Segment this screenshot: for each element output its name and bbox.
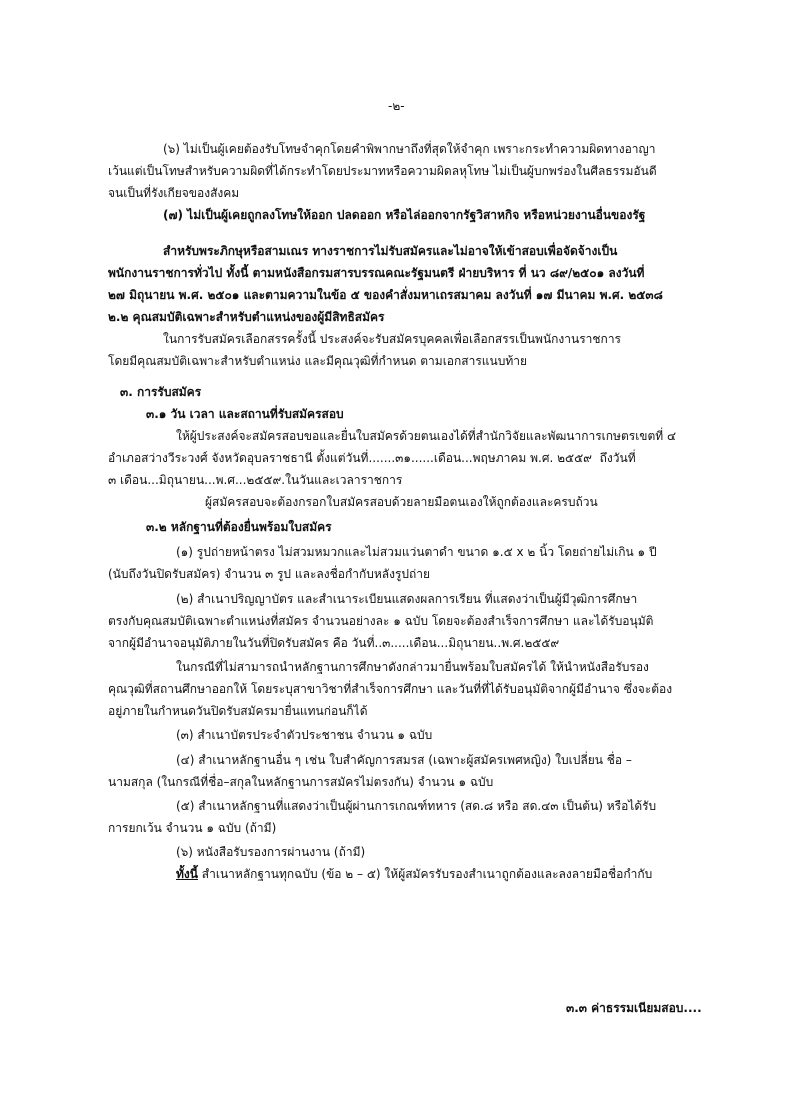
section-3-1-line-4: ผู้สมัครสอบจะต้องกรอกใบสมัครสอบด้วยลายมือตนเองให้ถูกต้องและครบถ้วน: [205, 495, 598, 509]
close-month-label: เดือน: [120, 473, 148, 487]
close-date-prefix: ถึงวันที่: [599, 451, 636, 465]
section-3-1-heading: ๓.๑ วัน เวลา และสถานที่รับสมัครสอบ: [146, 407, 344, 421]
close-day: ๓: [108, 473, 117, 487]
section-3-2-heading: ๓.๒ หลักฐานที่ต้องยื่นพร้อมใบสมัคร: [146, 520, 332, 534]
approval-day: ๓: [382, 636, 391, 650]
doc-2-line-2: ตรงกับคุณสมบัติเฉพาะตำแหน่งที่สมัคร จำนวนอย่างละ ๑ ฉบับ โดยจะต้องสำเร็จการศึกษา และได้รับอนุมัติ: [108, 614, 654, 628]
open-month: พฤษภาคม: [472, 451, 527, 465]
item-6-line-1: (๖) ไม่เป็นผู้เคยต้องรับโทษจำคุกโดยคำพิพากษาถึงที่สุดให้จำคุก เพราะกระทำความผิดทางอาญา: [163, 142, 656, 156]
approval-date-prefix: จากผู้มีอำนาจอนุมัติภายในวันที่ปิดรับสมัคร คือ วันที่: [108, 636, 375, 650]
approval-month: มิถุนายน: [448, 636, 494, 650]
doc-3: (๓) สำเนาบัตรประจำตัวประชาชน จำนวน ๑ ฉบับ: [176, 728, 433, 742]
doc-2b-line-2: คุณวุฒิที่สถานศึกษาออกให้ โดยระบุสาขาวิชาที่สำเร็จการศึกษา และวันที่ที่ได้รับอนุมัติจากผู้มีอำนาจ ซึ่งจะต้อง: [108, 682, 673, 696]
open-day: ๓๑: [395, 451, 411, 465]
doc-5-line-2: การยกเว้น จำนวน ๑ ฉบับ (ถ้ามี): [108, 821, 277, 835]
close-year: ๒๕๕๙: [246, 473, 282, 487]
office-hours: ในวันและเวลาราชการ: [285, 473, 403, 487]
section-3-1-line-2: อำเภอสว่างวีระวงศ์ จังหวัดอุบลราชธานี ตั้งแต่วันที่.......๓๑......เดือน...พฤษภาคม พ.ศ. ๒๕๕๙ ถึงวันที่: [108, 451, 636, 465]
doc-6: (๖) หนังสือรับรองการผ่านงาน (ถ้ามี): [176, 845, 366, 859]
section-2-2-line-1: ในการรับสมัครเลือกสรรครั้งนี้ ประสงค์จะรับสมัครบุคคลเพื่อเลือกสรรเป็นพนักงานราชการ: [163, 332, 622, 346]
doc-5-line-1: (๕) สำเนาหลักฐานที่แสดงว่าเป็นผู้ผ่านการเกณฑ์ทหาร (สด.๘ หรือ สด.๔๓ เป็นต้น) หรือได้รับ: [176, 799, 657, 813]
monk-paragraph-line-2: พนักงานราชการทั่วไป ทั้งนี้ ตามหนังสือกรมสารบรรณคณะรัฐมนตรี ฝ่ายบริหาร ที่ นว ๘๙/๒๕๐๑ ลงวันที่: [108, 266, 645, 280]
doc-1-line-2: (นับถึงวันปิดรับสมัคร) จำนวน ๓ รูป และลงชื่อกำกับหลังรูปถ่าย: [108, 567, 431, 581]
next-page-continuation: ๓.๓ ค่าธรรมเนียมสอบ....: [566, 1001, 702, 1015]
doc-2-line-1: (๒) สำเนาปริญญาบัตร และสำเนาระเบียนแสดงผลการเรียน ที่แสดงว่าเป็นผู้มีวุฒิการศึกษา: [176, 592, 638, 606]
close-year-label: พ.ศ.: [215, 473, 239, 487]
monk-paragraph-line-1: สำหรับพระภิกษุหรือสามเณร ทางราชการไม่รับสมัครและไม่อาจให้เข้าสอบเพื่อจัดจ้างเป็น: [163, 244, 618, 258]
doc-4-line-2: นามสกุล (ในกรณีที่ชื่อ–สกุลในหลักฐานการสมัครไม่ตรงกัน) จำนวน ๑ ฉบับ: [108, 775, 494, 789]
doc-2-line-3: จากผู้มีอำนาจอนุมัติภายในวันที่ปิดรับสมัคร คือ วันที่..๓.....เดือน...มิถุนายน..พ.ศ.๒๕๕๙: [108, 636, 560, 650]
doc-1-line-1: (๑) รูปถ่ายหน้าตรง ไม่สวมหมวกและไม่สวมแว่นตาดำ ขนาด ๑.๕ x ๒ นิ้ว โดยถ่ายไม่เกิน ๑ ปี: [176, 545, 657, 559]
open-year-label: พ.ศ.: [530, 451, 554, 465]
certification-note: [176, 866, 652, 882]
monk-paragraph-line-3: ๒๗ มิถุนายน พ.ศ. ๒๕๐๑ และตามความในข้อ ๕ ของคำสั่งมหาเถรสมาคม ลงวันที่ ๑๗ มีนาคม พ.ศ. ๒๕๓๘: [108, 288, 663, 302]
section-2-2-line-2: โดยมีคุณสมบัติเฉพาะสำหรับตำแหน่ง และมีคุณวุฒิที่กำหนด ตามเอกสารแนบท้าย: [108, 354, 528, 368]
approval-year-label: พ.ศ.: [501, 636, 525, 650]
open-year: ๒๕๕๙: [557, 451, 592, 465]
section-2-2-heading: ๒.๒ คุณสมบัติเฉพาะสำหรับตำแหน่งของผู้มีสิทธิสมัคร: [108, 310, 385, 324]
doc-4-line-1: (๔) สำเนาหลักฐานอื่น ๆ เช่น ใบสำคัญการสมรส (เฉพาะผู้สมัครเพศหญิง) ใบเปลี่ยน ชื่อ –: [176, 753, 632, 767]
item-6-line-2: เว้นแต่เป็นโทษสำหรับความผิดที่ได้กระทำโดยประมาทหรือความผิดลหุโทษ ไม่เป็นผู้บกพร่องในศีลธรรมอันดี: [108, 164, 657, 178]
section-3-heading: ๓. การรับสมัคร: [120, 385, 202, 399]
page-number: -๒-: [388, 99, 405, 113]
open-month-label: เดือน: [433, 451, 462, 465]
item-7: (๗) ไม่เป็นผู้เคยถูกลงโทษให้ออก ปลดออก หรือไล่ออกจากรัฐวิสาหกิจ หรือหน่วยงานอื่นของรัฐ: [163, 208, 646, 222]
close-month: มิถุนายน: [158, 473, 205, 487]
approval-year: ๒๕๕๙: [524, 636, 560, 650]
open-date-prefix: อำเภอสว่างวีระวงศ์ จังหวัดอุบลราชธานี ตั้งแต่วันที่: [108, 451, 369, 465]
note-text: สำเนาหลักฐานทุกฉบับ (ข้อ ๒ – ๕) ให้ผู้สมัครรับรองสำเนาถูกต้องและลงลายมือชื่อกำกับ: [197, 867, 653, 881]
section-3-1-line-1: ให้ผู้ประสงค์จะสมัครสอบขอและยื่นใบสมัครด้วยตนเองได้ที่สำนักวิจัยและพัฒนาการเกษตรเขตที่ ๔: [176, 429, 677, 443]
section-3-1-line-3: ๓ เดือน...มิถุนายน...พ.ศ...๒๕๕๙.ในวันและเวลาราชการ: [108, 473, 403, 487]
doc-2b-line-3: อยู่ภายในกำหนดวันปิดรับสมัครมายื่นแทนก่อนก็ได้: [108, 704, 368, 718]
doc-2b-line-1: ในกรณีที่ไม่สามารถนำหลักฐานการศึกษาดังกล่าวมายื่นพร้อมใบสมัครได้ ให้นำหนังสือรับรอง: [176, 660, 649, 674]
approval-month-label: เดือน: [409, 636, 437, 650]
item-6-line-3: จนเป็นที่รังเกียจของสังคม: [108, 186, 240, 200]
note-label: ทั้งนี้: [176, 867, 198, 881]
